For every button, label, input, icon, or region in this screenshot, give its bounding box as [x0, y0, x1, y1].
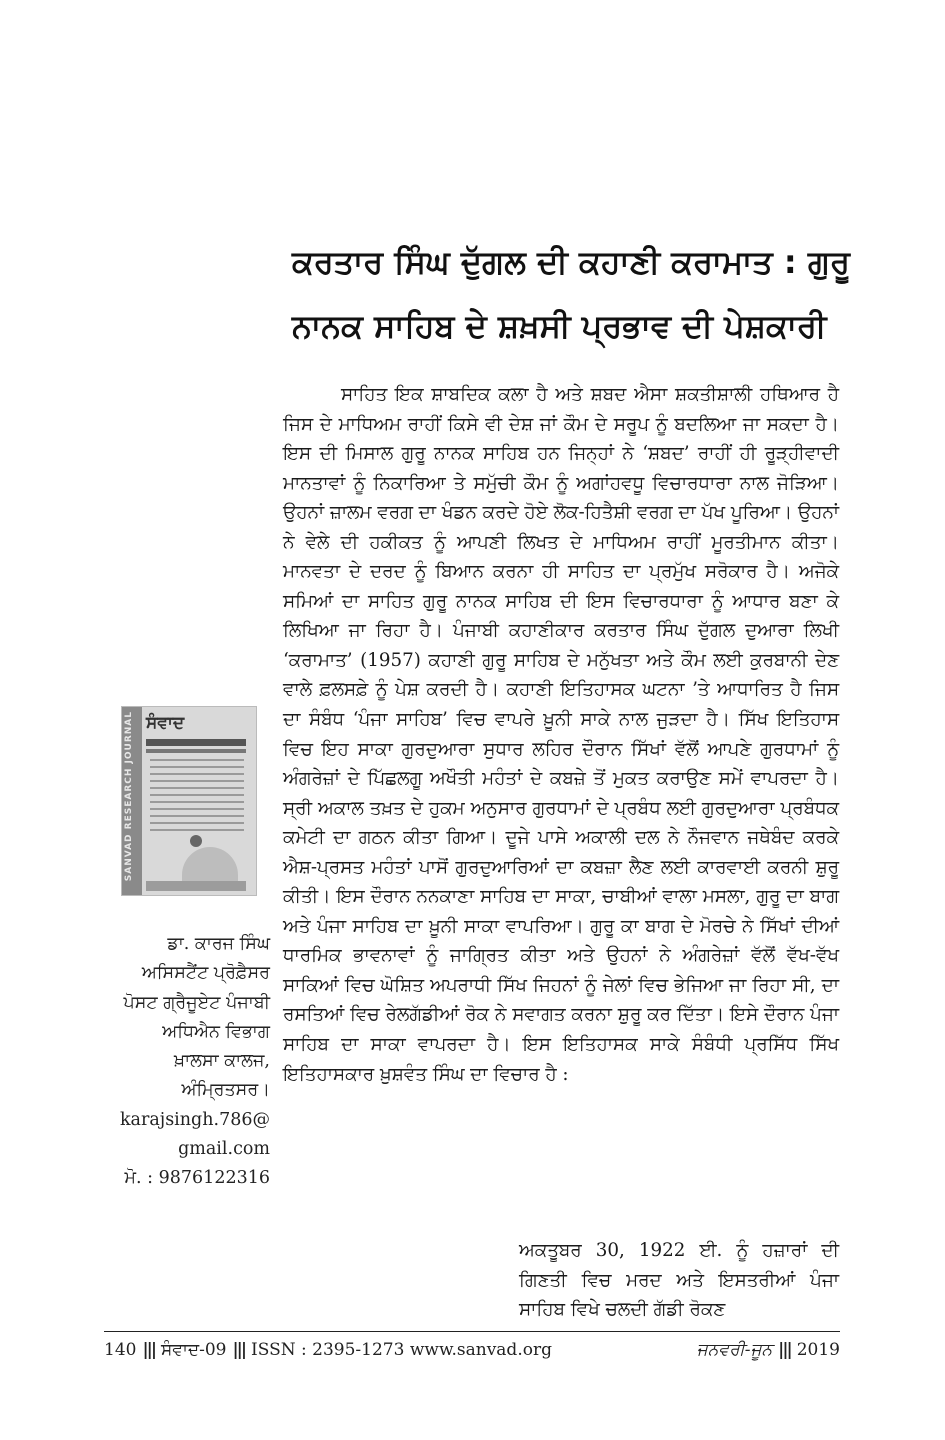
page-footer	[104, 1331, 840, 1368]
article-title	[292, 230, 852, 358]
title-line-2: ਨਾਨਕ ਸਾਹਿਬ ਦੇ ਸ਼ਖ਼ਸੀ ਪ੍ਰਭਾਵ ਦੀ ਪੇਸ਼ਕਾਰੀ	[292, 307, 827, 345]
author-name: ਡਾ. ਕਾਰਜ ਸਿੰਘ	[167, 934, 270, 954]
author-department: ਅਧਿਐਨ ਵਿਭਾਗ	[162, 1021, 270, 1042]
author-email: karajsingh.786@	[119, 1109, 270, 1130]
journal-name: ਸੰਵਾਦ-09	[161, 1340, 227, 1360]
separator-bars: |||	[778, 1340, 791, 1360]
journal-cover-image	[121, 706, 257, 896]
separator-bars: |||	[232, 1340, 246, 1360]
author-department: ਪੋਸਟ ਗ੍ਰੈਜੂਏਟ ਪੰਜਾਬੀ	[123, 992, 270, 1013]
block-quote: ਅਕਤੂਬਰ 30, 1922 ਈ. ਨੂੰ ਹਜ਼ਾਰਾਂ ਦੀ ਗਿਣਤੀ ਵਿਚ ਮਰਦ ਅਤੇ ਇਸਤਰੀਆਂ ਪੰਜਾ ਸਾਹਿਬ ਵਿਖੇ ਚਲਦੀ ਗੱਡੀ ਰੋਕਣ	[519, 1240, 839, 1321]
author-city: ਅੰਮ੍ਰਿਤਸਰ।	[181, 1080, 270, 1101]
separator-bars: |||	[142, 1340, 156, 1360]
issue-period: ਜਨਵਰੀ-ਜੂਨ	[696, 1340, 773, 1360]
author-email: gmail.com	[178, 1139, 270, 1160]
author-designation: ਅਸਿਸਟੈਂਟ ਪ੍ਰੋਫ਼ੈਸਰ	[141, 963, 270, 984]
author-phone: ਮੋ. : 9876122316	[124, 1168, 270, 1189]
cover-emblem-icon	[190, 835, 202, 847]
cover-logo: ਸੰਵਾਦ	[146, 713, 185, 733]
author-info	[100, 930, 270, 1194]
website-link[interactable]: www.sanvad.org	[409, 1340, 552, 1360]
page-number: 140	[104, 1340, 137, 1360]
cover-spine-text: SANVAD RESEARCH JOURNAL	[124, 711, 134, 882]
cover-spine	[122, 707, 142, 895]
issn: ISSN : 2395-1273	[251, 1340, 405, 1360]
issue-year: 2019	[796, 1340, 840, 1360]
title-line-1: ਕਰਤਾਰ ਸਿੰਘ ਦੁੱਗਲ ਦੀ ਕਹਾਣੀ ਕਰਾਮਾਤ : ਗੁਰੂ	[292, 243, 850, 281]
article-body	[283, 380, 839, 1089]
cover-contents-lines	[150, 759, 244, 836]
author-college: ਖ਼ਾਲਸਾ ਕਾਲਜ,	[174, 1051, 270, 1072]
body-text: ਸਾਹਿਤ ਇਕ ਸ਼ਾਬਦਿਕ ਕਲਾ ਹੈ ਅਤੇ ਸ਼ਬਦ ਐਸਾ ਸ਼ਕਤੀਸ਼ਾਲੀ ਹਥਿਆਰ ਹੈ ਜਿਸ ਦੇ ਮਾਧਿਅਮ ਰਾਹੀਂ ਕਿਸੇ ਵੀ ਦੇਸ਼ ਜਾਂ ਕੌਮ ਦੇ ਸਰੂਪ ਨੂੰ ਬਦਲਿਆ ਜਾ ਸਕਦਾ ਹੈ। ਇਸ ਦੀ ਮਿਸਾਲ ਗੁਰੂ ਨਾਨਕ ਸਾਹਿਬ ਹਨ ਜਿਨ੍ਹਾਂ ਨੇ ‘ਸ਼ਬਦ’ ਰਾਹੀਂ ਹੀ ਰੂੜ੍ਹੀਵਾਦੀ ਮਾਨਤਾਵਾਂ ਨੂੰ ਨਿਕਾਰਿਆ ਤੇ ਸਮੁੱਚੀ ਕੌਮ ਨੂੰ ਅਗਾਂਹਵਧੂ ਵਿਚਾਰਧਾਰਾ ਨਾਲ ਜੋੜਿਆ। ਉਹਨਾਂ ਜ਼ਾਲਮ ਵਰਗ ਦਾ ਖੰਡਨ ਕਰਦੇ ਹੋਏ ਲੋਕ-ਹਿਤੈਸ਼ੀ ਵਰਗ ਦਾ ਪੱਖ ਪੂਰਿਆ। ਉਹਨਾਂ ਨੇ ਵੇਲੇ ਦੀ ਹਕੀਕਤ ਨੂੰ ਆਪਣੀ ਲਿਖਤ ਦੇ ਮਾਧਿਅਮ ਰਾਹੀਂ ਮੂਰਤੀਮਾਨ ਕੀਤਾ। ਮਾਨਵਤਾ ਦੇ ਦਰਦ ਨੂੰ ਬਿਆਨ ਕਰਨਾ ਹੀ ਸਾਹਿਤ ਦਾ ਪ੍ਰਮੁੱਖ ਸਰੋਕਾਰ ਹੈ। ਅਜੋਕੇ ਸਮਿਆਂ ਦਾ ਸਾਹਿਤ ਗੁਰੂ ਨਾਨਕ ਸਾਹਿਬ ਦੀ ਇਸ ਵਿਚਾਰਧਾਰਾ ਨੂੰ ਆਧਾਰ ਬਣਾ ਕੇ ਲਿਖਿਆ ਜਾ ਰਿਹਾ ਹੈ। ਪੰਜਾਬੀ ਕਹਾਣੀਕਾਰ ਕਰਤਾਰ ਸਿੰਘ ਦੁੱਗਲ ਦੁਆਰਾ ਲਿਖੀ ‘ਕਰਾਮਾਤ’ (1957) ਕਹਾਣੀ ਗੁਰੂ ਸਾਹਿਬ ਦੇ ਮਨੁੱਖਤਾ ਅਤੇ ਕੌਮ ਲਈ ਕੁਰਬਾਨੀ ਦੇਣ ਵਾਲੇ ਫ਼ਲਸਫ਼ੇ ਨੂੰ ਪੇਸ਼ ਕਰਦੀ ਹੈ। ਕਹਾਣੀ ਇਤਿਹਾਸਕ ਘਟਨਾ ’ਤੇ ਆਧਾਰਿਤ ਹੈ ਜਿਸ ਦਾ ਸੰਬੰਧ ‘ਪੰਜਾ ਸਾਹਿਬ’ ਵਿਚ ਵਾਪਰੇ ਖ਼ੂਨੀ ਸਾਕੇ ਨਾਲ ਜੁੜਦਾ ਹੈ। ਸਿੱਖ ਇਤਿਹਾਸ ਵਿਚ ਇਹ ਸਾਕਾ ਗੁਰਦੁਆਰਾ ਸੁਧਾਰ ਲਹਿਰ ਦੌਰਾਨ ਸਿੱਖਾਂ ਵੱਲੋਂ ਆਪਣੇ ਗੁਰਧਾਮਾਂ ਨੂੰ ਅੰਗਰੇਜ਼ਾਂ ਦੇ ਪਿੱਛਲਗੂ ਅਖੌਤੀ ਮਹੰਤਾਂ ਦੇ ਕਬਜ਼ੇ ਤੋਂ ਮੁਕਤ ਕਰਾਉਣ ਸਮੇਂ ਵਾਪਰਦਾ ਹੈ। ਸ੍ਰੀ ਅਕਾਲ ਤਖ਼ਤ ਦੇ ਹੁਕਮ ਅਨੁਸਾਰ ਗੁਰਧਾਮਾਂ ਦੇ ਪ੍ਰਬੰਧ ਲਈ ਗੁਰਦੁਆਰਾ ਪ੍ਰਬੰਧਕ ਕਮੇਟੀ ਦਾ ਗਠਨ ਕੀਤਾ ਗਿਆ। ਦੂਜੇ ਪਾਸੇ ਅਕਾਲੀ ਦਲ ਨੇ ਨੌਜਵਾਨ ਜਥੇਬੰਦ ਕਰਕੇ ਐਸ਼-ਪ੍ਰਸਤ ਮਹੰਤਾਂ ਪਾਸੋਂ ਗੁਰਦੁਆਰਿਆਂ ਦਾ ਕਬਜ਼ਾ ਲੈਣ ਲਈ ਕਾਰਵਾਈ ਕਰਨੀ ਸ਼ੁਰੂ ਕੀਤੀ। ਇਸ ਦੌਰਾਨ ਨਨਕਾਣਾ ਸਾਹਿਬ ਦਾ ਸਾਕਾ, ਚਾਬੀਆਂ ਵਾਲਾ ਮਸਲਾ, ਗੁਰੂ ਦਾ ਬਾਗ ਅਤੇ ਪੰਜਾ ਸਾਹਿਬ ਦਾ ਖ਼ੂਨੀ ਸਾਕਾ ਵਾਪਰਿਆ। ਗੁਰੂ ਕਾ ਬਾਗ ਦੇ ਮੋਰਚੇ ਨੇ ਸਿੱਖਾਂ ਦੀਆਂ ਧਾਰਮਿਕ ਭਾਵਨਾਵਾਂ ਨੂੰ ਜਾਗ੍ਰਿਤ ਕੀਤਾ ਅਤੇ ਉਹਨਾਂ ਨੇ ਅੰਗਰੇਜ਼ਾਂ ਵੱਲੋਂ ਵੱਖ-ਵੱਖ ਸਾਕਿਆਂ ਵਿਚ ਘੋਸ਼ਿਤ ਅਪਰਾਧੀ ਸਿੱਖ ਜਿਹਨਾਂ ਨੂੰ ਜੇਲਾਂ ਵਿਚ ਭੇਜਿਆ ਜਾ ਰਿਹਾ ਸੀ, ਦਾ ਰਸਤਿਆਂ ਵਿਚ ਰੇਲਗੱਡੀਆਂ ਰੋਕ ਨੇ ਸਵਾਗਤ ਕਰਨਾ ਸ਼ੁਰੂ ਕਰ ਦਿੱਤਾ। ਇਸੇ ਦੌਰਾਨ ਪੰਜਾ ਸਾਹਿਬ ਦਾ ਸਾਕਾ ਵਾਪਰਦਾ ਹੈ। ਇਸ ਇਤਿਹਾਸਕ ਸਾਕੇ ਸੰਬੰਧੀ ਪ੍ਰਸਿੱਧ ਸਿੱਖ ਇਤਿਹਾਸਕਾਰ ਖ਼ੁਸ਼ਵੰਤ ਸਿੰਘ ਦਾ ਵਿਚਾਰ ਹੈ :	[283, 384, 839, 1085]
